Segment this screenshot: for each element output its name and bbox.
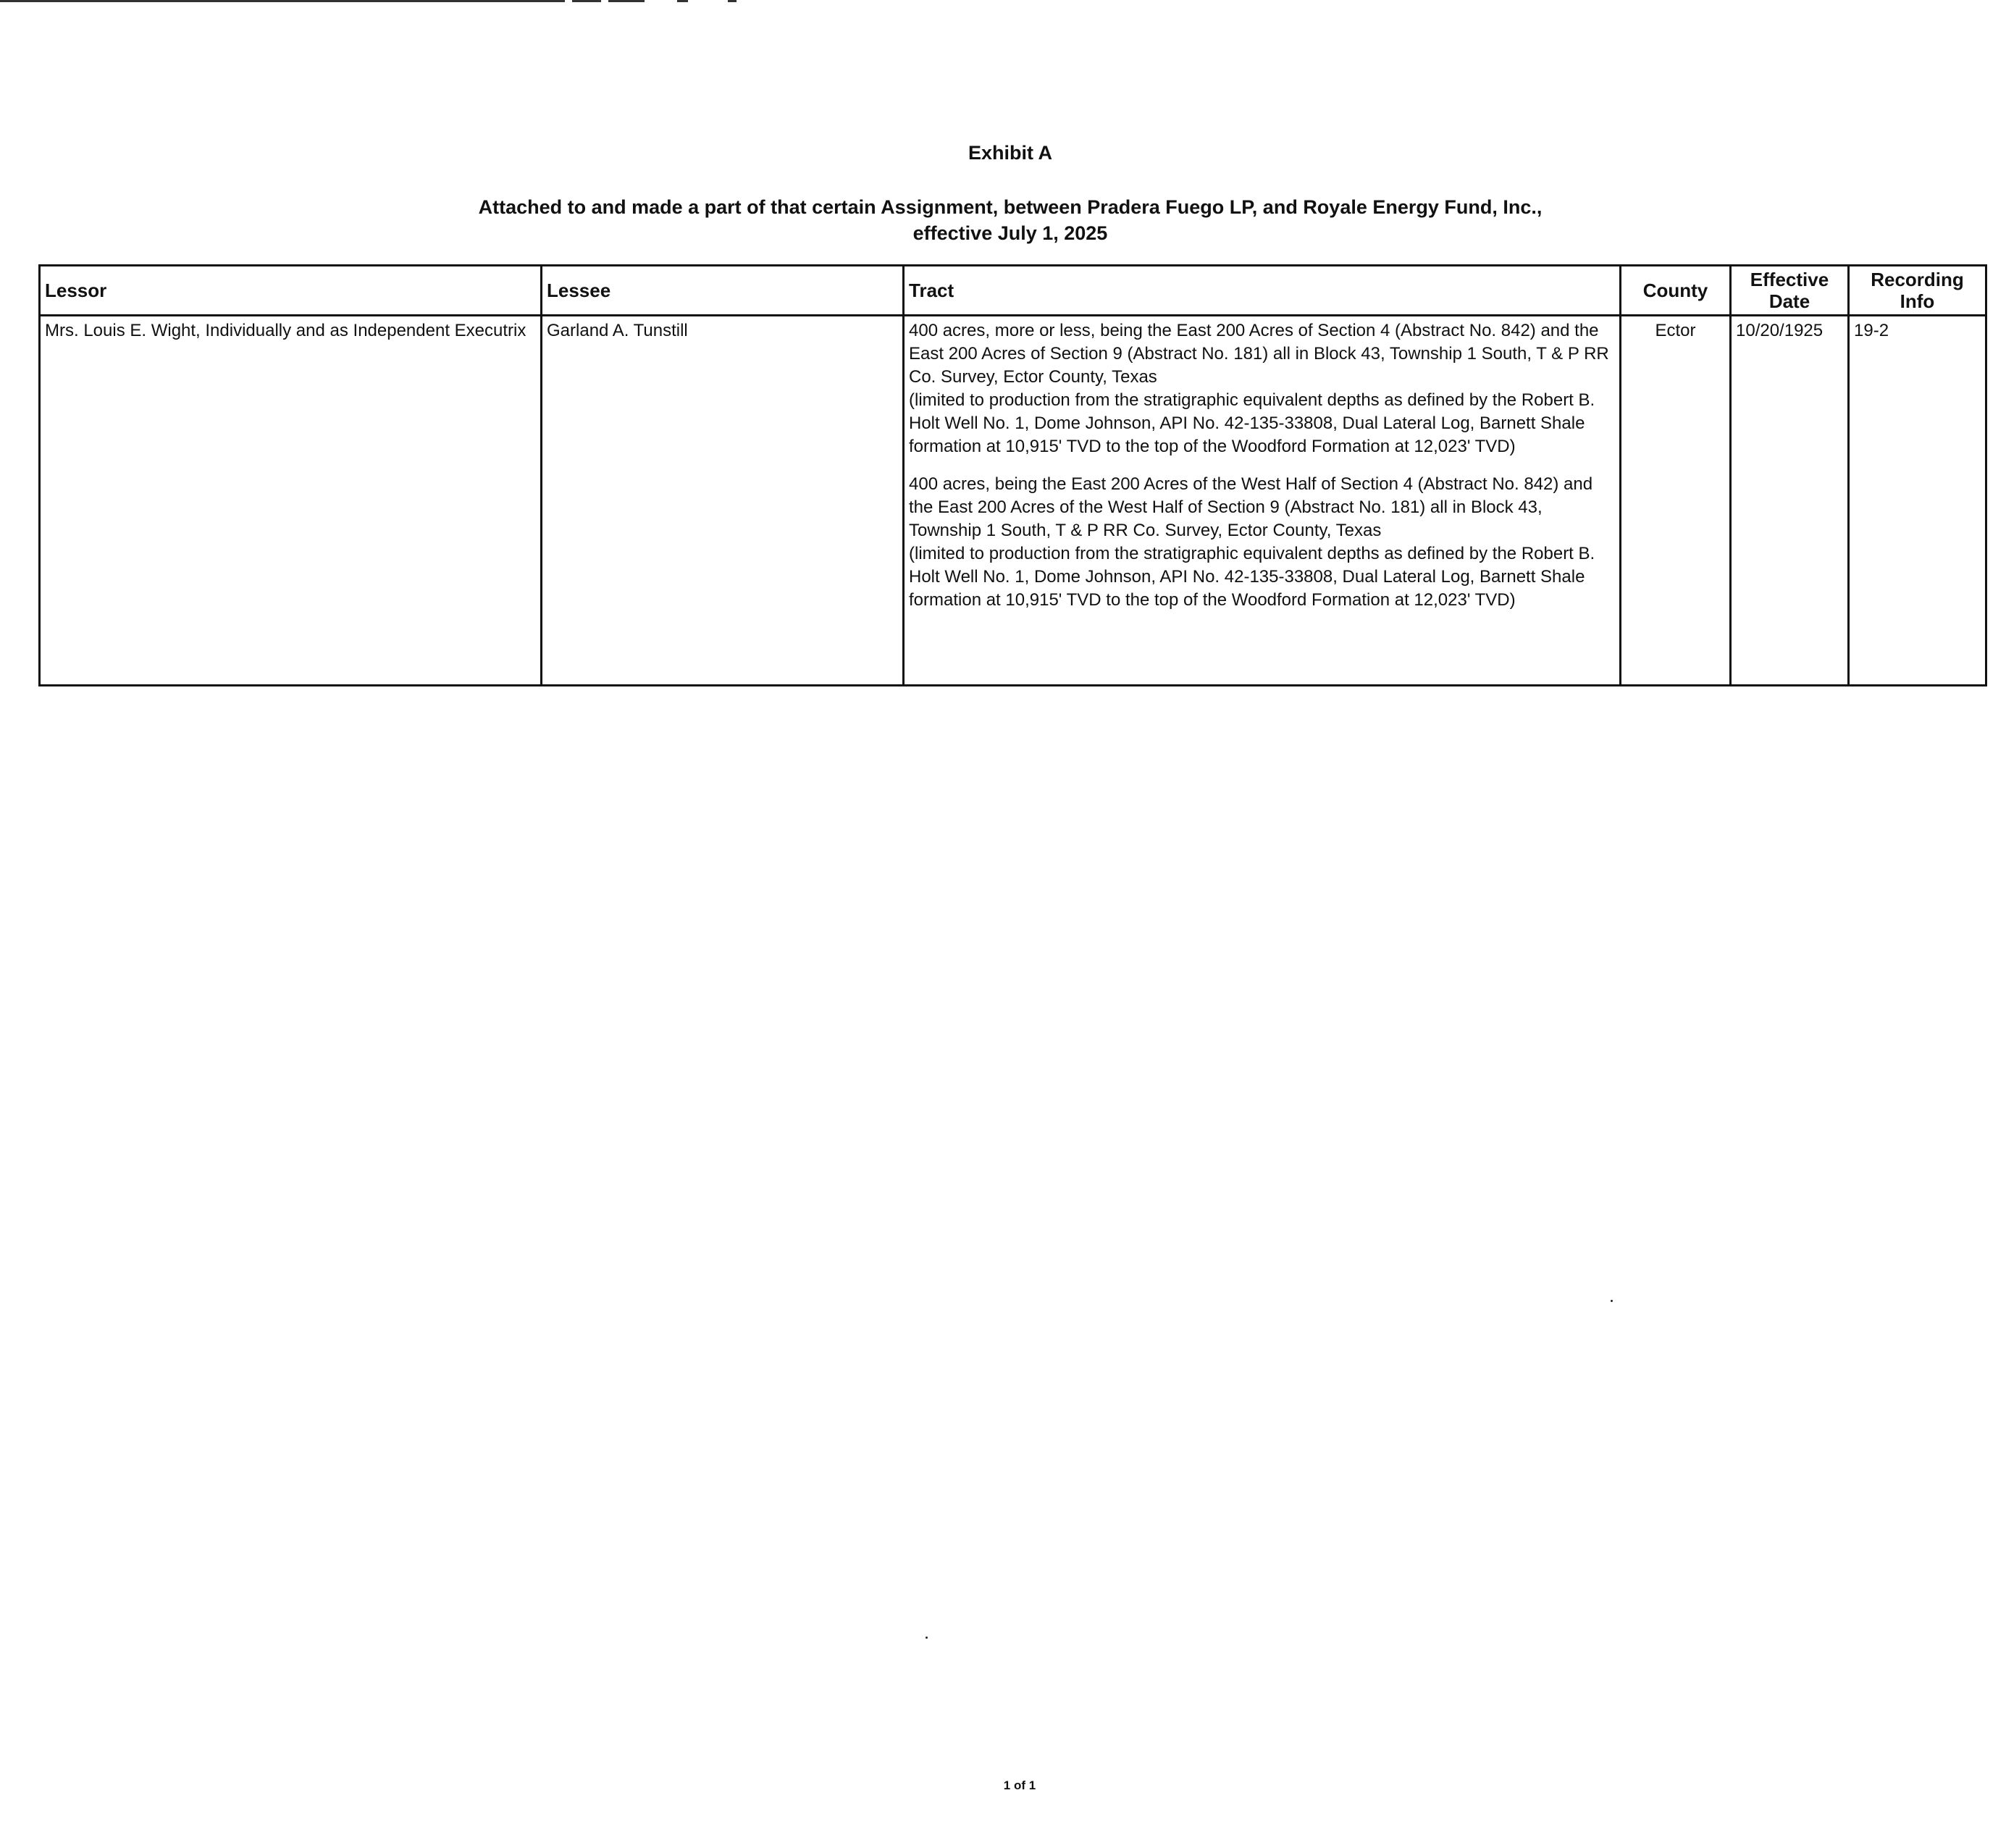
scan-edge-line <box>0 0 565 2</box>
scan-edge-line <box>572 0 601 2</box>
scan-edge-line <box>728 0 736 2</box>
subtitle-line-2: effective July 1, 2025 <box>912 222 1108 244</box>
scan-speck <box>926 1637 928 1639</box>
tract-1-limitation: (limited to production from the stratigraphic equivalent depths as defined by the Robert B. Holt Well No. 1, Dome Johnson, API No. 42-135-33808, Dual Lateral Log, Barnett Shale formation at 10,915' TVD to the top of the Woodford Formation at 12,023' TVD) <box>909 390 1595 456</box>
header-recording-info: Recording Info <box>1849 266 1986 316</box>
header-lessor: Lessor <box>40 266 542 316</box>
header-tract: Tract <box>904 266 1621 316</box>
page-title: Exhibit A <box>968 142 1052 164</box>
tract-description-2 <box>909 473 1615 612</box>
tract-2-text: 400 acres, being the East 200 Acres of the West Half of Section 4 (Abstract No. 842) and the East 200 Acres of the West Half of Section 9 (Abstract No. 181) all in Block 43, Township 1 South, T & P RR Co. Survey, Ector County, Texas <box>909 474 1593 540</box>
tract-1-text: 400 acres, more or less, being the East 200 Acres of Section 4 (Abstract No. 842) and the East 200 Acres of Section 9 (Abstract No. 181) all in Block 43, Township 1 South, T & P RR Co. Survey, Ector County, Texas <box>909 321 1609 387</box>
exhibit-table <box>38 264 1987 686</box>
tract-description-1 <box>909 319 1615 458</box>
header-county: County <box>1621 266 1731 316</box>
cell-tract <box>904 316 1621 686</box>
page-number: 1 of 1 <box>1003 1778 1036 1792</box>
table-header-row <box>40 266 1986 316</box>
cell-effective-date: 10/20/1925 <box>1731 316 1849 686</box>
subtitle-line-1: Attached to and made a part of that certain Assignment, between Pradera Fuego LP, and Royale Energy Fund, Inc., <box>478 196 1543 218</box>
table-row <box>40 316 1986 686</box>
header-effective-date: Effective Date <box>1731 266 1849 316</box>
cell-recording-info: 19-2 <box>1849 316 1986 686</box>
cell-lessee: Garland A. Tunstill <box>542 316 904 686</box>
page-subtitle <box>0 194 2006 246</box>
scan-edge-line <box>608 0 645 2</box>
header-lessee: Lessee <box>542 266 904 316</box>
cell-county: Ector <box>1621 316 1731 686</box>
cell-lessor: Mrs. Louis E. Wight, Individually and as Independent Executrix <box>40 316 542 686</box>
scan-edge-line <box>677 0 688 2</box>
tract-2-limitation: (limited to production from the stratigraphic equivalent depths as defined by the Robert B. Holt Well No. 1, Dome Johnson, API No. 42-135-33808, Dual Lateral Log, Barnett Shale formation at 10,915' TVD to the top of the Woodford Formation at 12,023' TVD) <box>909 544 1595 610</box>
scan-speck <box>1611 1300 1613 1302</box>
